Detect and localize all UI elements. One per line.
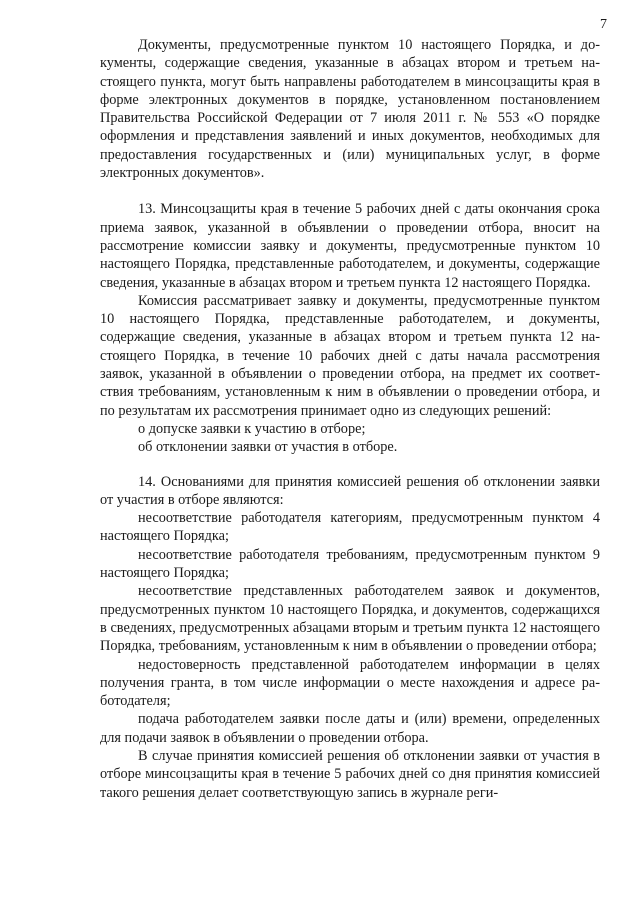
paragraph-commission-review: Комиссия рассматривает заявку и документы, предусмотренные пунктом 10 настоящего Порядка, представленные работодателем, и документы, содержащие сведения, указанные в абзацах втором и третьем пункта 12 настоящего Порядка, в течение 10 рабочих дней с даты начала рассмотрения заявок, указанной в объявлении о проведении отбора, на предмет их соответствия требованиям, установленным к ним в объявлении о проведении отбора, и по результатам их рассмотрения принимает одно из следующих решений: [100,292,600,419]
decision-reject: об отклонении заявки от участия в отборе. [138,439,398,456]
paragraph-14: 14. Основаниями для принятия комиссией решения об отклонении заявки от участия в отборе являются: [100,473,600,508]
ground-category-mismatch: несоответствие работодателя категориям, предусмотренным пунктом 4 настоящего Порядка; [100,510,600,545]
ground-late-submission: подача работодателем заявки после даты и (или) времени, определенных для подачи заявок в объявлении о проведении отбора. [100,711,600,746]
ground-false-information: недостоверность представленной работодателем информации в целях получения гранта, в том числе информации о месте нахождения и адресе работодателя; [100,656,600,710]
paragraph-electronic-documents: Документы, предусмотренные пунктом 10 настоящего Порядка, и документы, содержащие сведения, указанные в абзацах втором и третьем настоящего пункта, могут быть направлены работодателем в минсоцзащиты края в форме электронных документов в порядке, установленном постановлением Правительства Российской Федерации от 7 июля 2011 г. № 553 «О порядке оформления и представления заявлений и иных документов, необходимых для предоставления государственных и (или) муниципальных услуг, в форме электронных документов». [100,37,600,182]
decision-admit: о допуске заявки к участию в отборе; [138,420,366,437]
paragraph-13: 13. Минсоцзащиты края в течение 5 рабочих дней с даты окончания срока приема заявок, указанной в объявлении о проведении отбора, вносит на рассмотрение комиссии заявку и документы, предусмотренные пунктом 10 настоящего Порядка, представленные работодателем, и документы, содержащие сведения, указанные в абзацах втором и третьем пункта 12 настоящего Порядка. [100,201,600,291]
ground-requirements-mismatch: несоответствие работодателя требованиям, предусмотренным пунктом 9 настоящего Порядка; [100,546,600,582]
document-body [100,36,600,802]
paragraph-rejection-record: В случае принятия комиссией решения об отклонении заявки от участия в отборе минсоцзащиты края в течение 5 рабочих дней со дня принятия комиссией такого решения делает соответствующую запись в журнале реги- [100,747,600,801]
ground-documents-mismatch: несоответствие представленных работодателем заявок и документов, предусмотренных пунктом 10 настоящего Порядка, и документов, содержащихся в сведениях, предусмотренных абзацами вторым и третьим пункта 12 настоящего Порядка, требованиям, установленным к ним в объявлении о проведении отбора; [100,583,600,655]
page-number: 7 [600,17,607,32]
